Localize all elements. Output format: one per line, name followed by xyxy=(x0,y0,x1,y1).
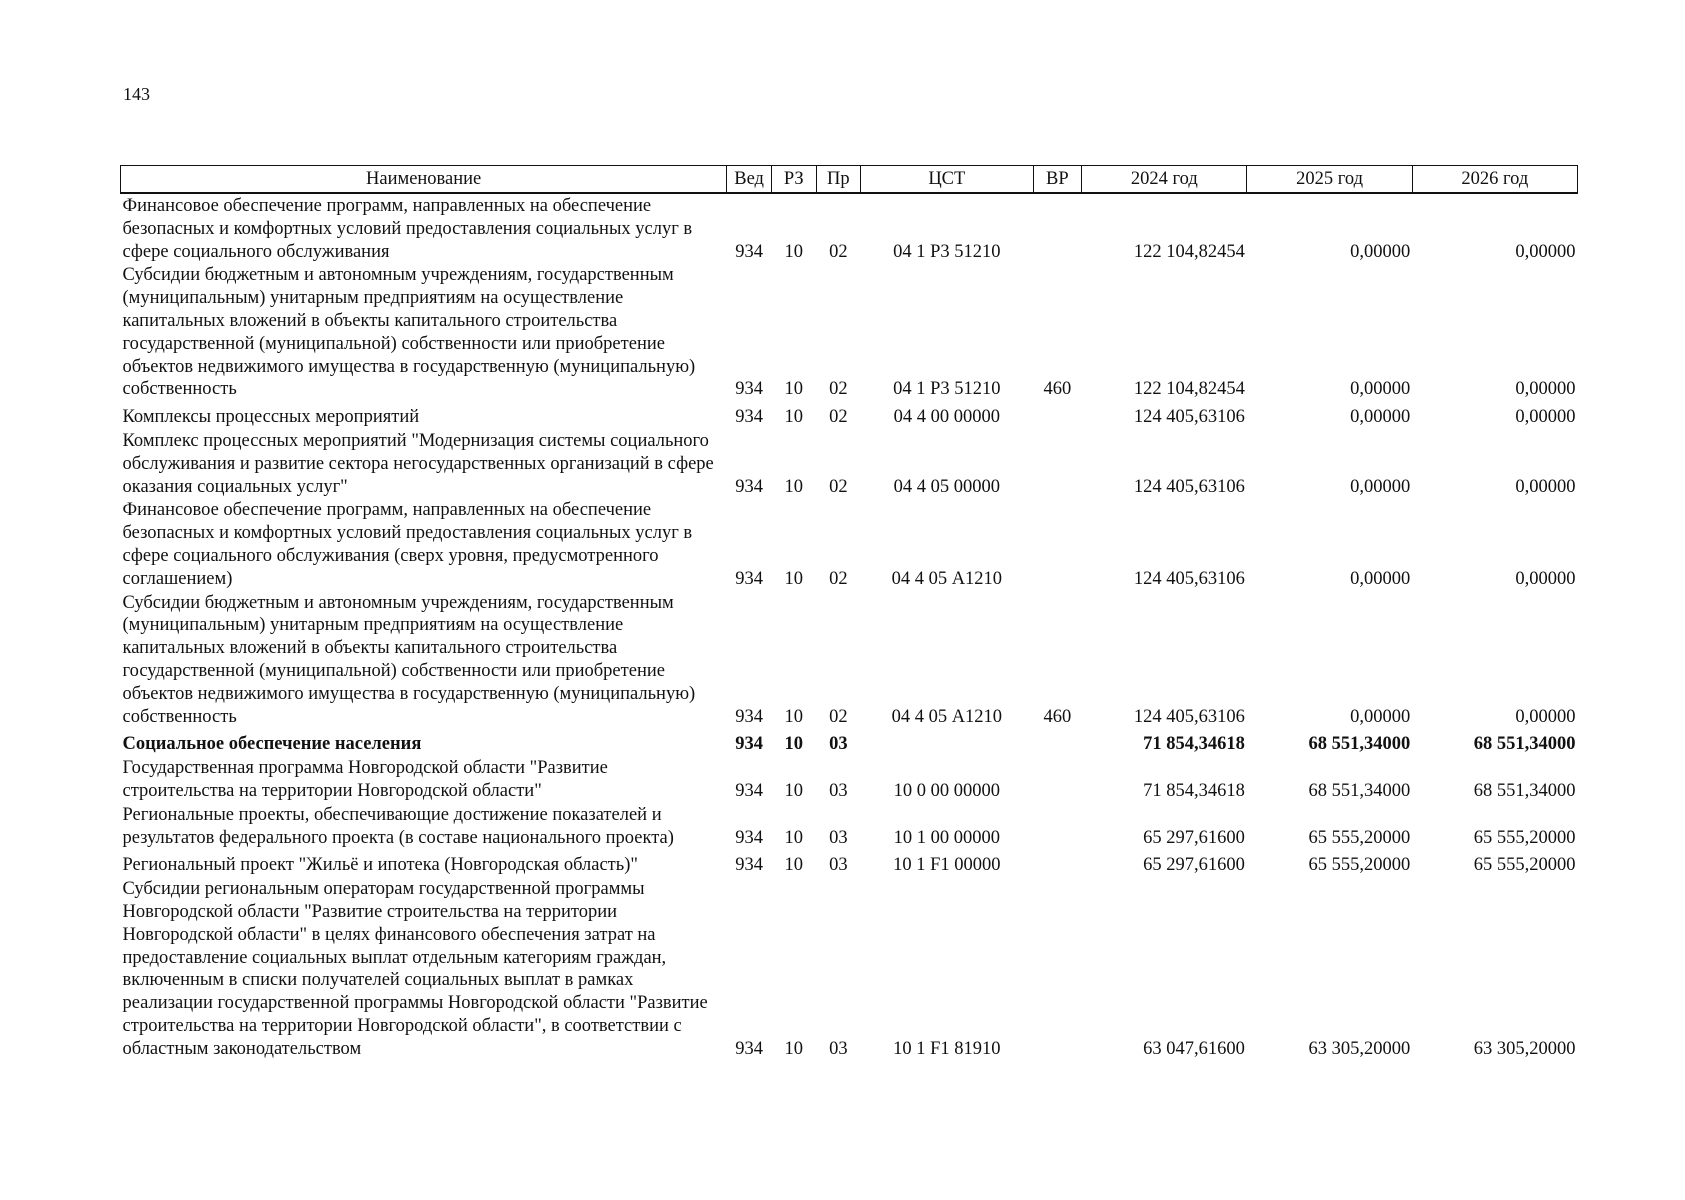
table-row xyxy=(121,591,1578,729)
cell-name: Социальное обеспечение населения xyxy=(122,734,422,755)
col-header-rz: РЗ xyxy=(771,166,816,194)
cell-y2025: 0,00000 xyxy=(1350,568,1411,589)
cell-cst: 10 1 F1 81910 xyxy=(893,1038,1001,1059)
page-number: 143 xyxy=(123,84,150,104)
col-header-vr: ВР xyxy=(1033,166,1082,194)
cell-y2024: 71 854,34618 xyxy=(1143,780,1245,801)
cell-ved: 934 xyxy=(735,379,763,400)
cell-rz: 10 xyxy=(784,476,803,497)
cell-ved: 934 xyxy=(735,734,763,755)
cell-pr: 02 xyxy=(829,241,848,262)
cell-y2026: 0,00000 xyxy=(1515,407,1576,428)
cell-vr xyxy=(1033,193,1082,263)
cell-cst: 04 4 00 00000 xyxy=(893,407,1000,428)
cell-y2026: 0,00000 xyxy=(1515,706,1576,727)
cell-pr: 03 xyxy=(829,827,848,848)
cell-rz: 10 xyxy=(784,855,803,876)
table-row xyxy=(121,756,1578,803)
cell-ved: 934 xyxy=(735,1038,763,1059)
cell-y2024: 124 405,63106 xyxy=(1133,568,1245,589)
cell-pr: 02 xyxy=(829,568,848,589)
col-header-pr: Пр xyxy=(816,166,861,194)
cell-y2025: 0,00000 xyxy=(1350,407,1411,428)
cell-y2024: 124 405,63106 xyxy=(1133,407,1245,428)
cell-y2024: 122 104,82454 xyxy=(1133,379,1245,400)
cell-y2024: 124 405,63106 xyxy=(1133,706,1245,727)
cell-y2026: 0,00000 xyxy=(1515,568,1576,589)
cell-pr: 02 xyxy=(829,407,848,428)
budget-table xyxy=(120,165,1578,1060)
cell-cst xyxy=(861,728,1033,756)
cell-ved: 934 xyxy=(735,855,763,876)
cell-pr: 02 xyxy=(829,706,848,727)
col-header-2024: 2024 год xyxy=(1082,166,1247,194)
cell-y2025: 68 551,34000 xyxy=(1308,780,1411,801)
cell-y2025: 0,00000 xyxy=(1350,241,1411,262)
cell-cst: 04 4 05 00000 xyxy=(893,476,1000,497)
cell-y2026: 65 555,20000 xyxy=(1473,855,1576,876)
cell-y2025: 0,00000 xyxy=(1350,476,1411,497)
cell-name: Комплекс процессных мероприятий "Модернизация системы социального обслуживания и развитие сектора негосударственных организаций в сфере оказания социальных услуг" xyxy=(122,430,714,497)
cell-name: Региональные проекты, обеспечивающие достижение показателей и результатов федерального проекта (в составе национального проекта) xyxy=(122,804,674,848)
cell-cst: 04 4 05 А1210 xyxy=(891,568,1003,589)
cell-ved: 934 xyxy=(735,241,763,262)
cell-pr: 03 xyxy=(829,734,848,755)
cell-y2024: 65 297,61600 xyxy=(1143,855,1245,876)
cell-y2024: 71 854,34618 xyxy=(1143,734,1245,755)
cell-y2024: 122 104,82454 xyxy=(1133,241,1245,262)
cell-vr xyxy=(1033,429,1082,498)
cell-rz: 10 xyxy=(784,241,803,262)
cell-y2024: 124 405,63106 xyxy=(1133,476,1245,497)
table-row xyxy=(121,263,1578,401)
cell-vr xyxy=(1033,728,1082,756)
cell-vr xyxy=(1033,756,1082,803)
cell-rz: 10 xyxy=(784,827,803,848)
cell-vr xyxy=(1033,877,1082,1060)
cell-rz: 10 xyxy=(784,734,803,755)
table-body xyxy=(121,193,1578,1060)
cell-name: Субсидии региональным операторам государственной программы Новгородской области "Развитие строительства на территории Новгородской области" в целях финансового обеспечения затрат на предоставление социальных выплат отдельным категориям граждан, включенным в списки получателей социальных выплат в рамках реализации государственной программы Новгородской области "Развитие строительства на территории Новгородской области", в соответствии с областным законодательством xyxy=(122,879,708,1059)
cell-y2025: 63 305,20000 xyxy=(1308,1038,1411,1059)
cell-name: Комплексы процессных мероприятий xyxy=(122,407,420,428)
cell-pr: 03 xyxy=(829,855,848,876)
table-row xyxy=(121,429,1578,498)
cell-name: Региональный проект "Жильё и ипотека (Новгородская область)" xyxy=(122,855,638,876)
cell-vr xyxy=(1033,803,1082,850)
table-row xyxy=(121,849,1578,877)
cell-y2025: 65 555,20000 xyxy=(1308,827,1411,848)
cell-y2026: 65 555,20000 xyxy=(1473,827,1576,848)
cell-pr: 03 xyxy=(829,780,848,801)
cell-cst: 10 1 F1 00000 xyxy=(893,855,1001,876)
cell-pr: 02 xyxy=(829,379,848,400)
col-header-2025: 2025 год xyxy=(1247,166,1412,194)
table-row xyxy=(121,728,1578,756)
cell-y2026: 68 551,34000 xyxy=(1473,734,1576,755)
cell-ved: 934 xyxy=(735,706,763,727)
cell-cst: 04 1 Р3 51210 xyxy=(893,379,1001,400)
cell-vr xyxy=(1033,401,1082,429)
cell-y2024: 65 297,61600 xyxy=(1143,827,1245,848)
cell-vr xyxy=(1033,849,1082,877)
cell-ved: 934 xyxy=(735,827,763,848)
cell-y2026: 0,00000 xyxy=(1515,476,1576,497)
cell-ved: 934 xyxy=(735,476,763,497)
cell-name: Государственная программа Новгородской области "Развитие строительства на территории Новгородской области" xyxy=(122,758,608,801)
cell-vr xyxy=(1033,498,1082,590)
cell-ved: 934 xyxy=(735,568,763,589)
cell-name: Финансовое обеспечение программ, направленных на обеспечение безопасных и комфортных условий предоставления социальных услуг в сфере социального обслуживания (сверх уровня, предусмотренного соглашением) xyxy=(122,500,693,589)
col-header-ved: Вед xyxy=(727,166,772,194)
cell-vr: 460 xyxy=(1043,706,1072,727)
table-row xyxy=(121,498,1578,590)
cell-y2024: 63 047,61600 xyxy=(1143,1038,1245,1059)
cell-ved: 934 xyxy=(735,407,763,428)
cell-rz: 10 xyxy=(784,706,803,727)
table-row xyxy=(121,803,1578,850)
cell-name: Финансовое обеспечение программ, направленных на обеспечение безопасных и комфортных условий предоставления социальных услуг в сфере социального обслуживания xyxy=(122,196,693,262)
cell-rz: 10 xyxy=(784,780,803,801)
cell-cst: 04 1 Р3 51210 xyxy=(893,241,1001,262)
cell-vr: 460 xyxy=(1043,379,1072,400)
table-row xyxy=(121,193,1578,263)
cell-y2026: 0,00000 xyxy=(1515,379,1576,400)
cell-rz: 10 xyxy=(784,407,803,428)
cell-name: Субсидии бюджетным и автономным учреждениям, государственным (муниципальным) унитарным предприятиям на осуществление капитальных вложений в объекты капитального строительства государственной (муниципальной) собственности или приобретение объектов недвижимого имущества в государственную (муниципальную) собственность xyxy=(122,265,696,400)
cell-y2025: 0,00000 xyxy=(1350,706,1411,727)
cell-y2026: 0,00000 xyxy=(1515,241,1576,262)
cell-pr: 02 xyxy=(829,476,848,497)
cell-pr: 03 xyxy=(829,1038,848,1059)
table-header-row xyxy=(121,166,1578,194)
cell-rz: 10 xyxy=(784,1038,803,1059)
cell-rz: 10 xyxy=(784,568,803,589)
table-row xyxy=(121,877,1578,1060)
cell-y2025: 0,00000 xyxy=(1350,379,1411,400)
cell-y2025: 68 551,34000 xyxy=(1308,734,1411,755)
cell-rz: 10 xyxy=(784,379,803,400)
col-header-cst: ЦСТ xyxy=(861,166,1033,194)
cell-ved: 934 xyxy=(735,780,763,801)
col-header-name: Наименование xyxy=(121,166,727,194)
col-header-2026: 2026 год xyxy=(1412,166,1577,194)
cell-y2025: 65 555,20000 xyxy=(1308,855,1411,876)
cell-cst: 04 4 05 А1210 xyxy=(891,706,1003,727)
cell-cst: 10 0 00 00000 xyxy=(893,780,1000,801)
table-row xyxy=(121,401,1578,429)
cell-cst: 10 1 00 00000 xyxy=(893,827,1000,848)
cell-y2026: 68 551,34000 xyxy=(1473,780,1576,801)
cell-y2026: 63 305,20000 xyxy=(1473,1038,1576,1059)
cell-name: Субсидии бюджетным и автономным учреждениям, государственным (муниципальным) унитарным предприятиям на осуществление капитальных вложений в объекты капитального строительства государственной (муниципальной) собственности или приобретение объектов недвижимого имущества в государственную (муниципальную) собственность xyxy=(122,592,696,727)
